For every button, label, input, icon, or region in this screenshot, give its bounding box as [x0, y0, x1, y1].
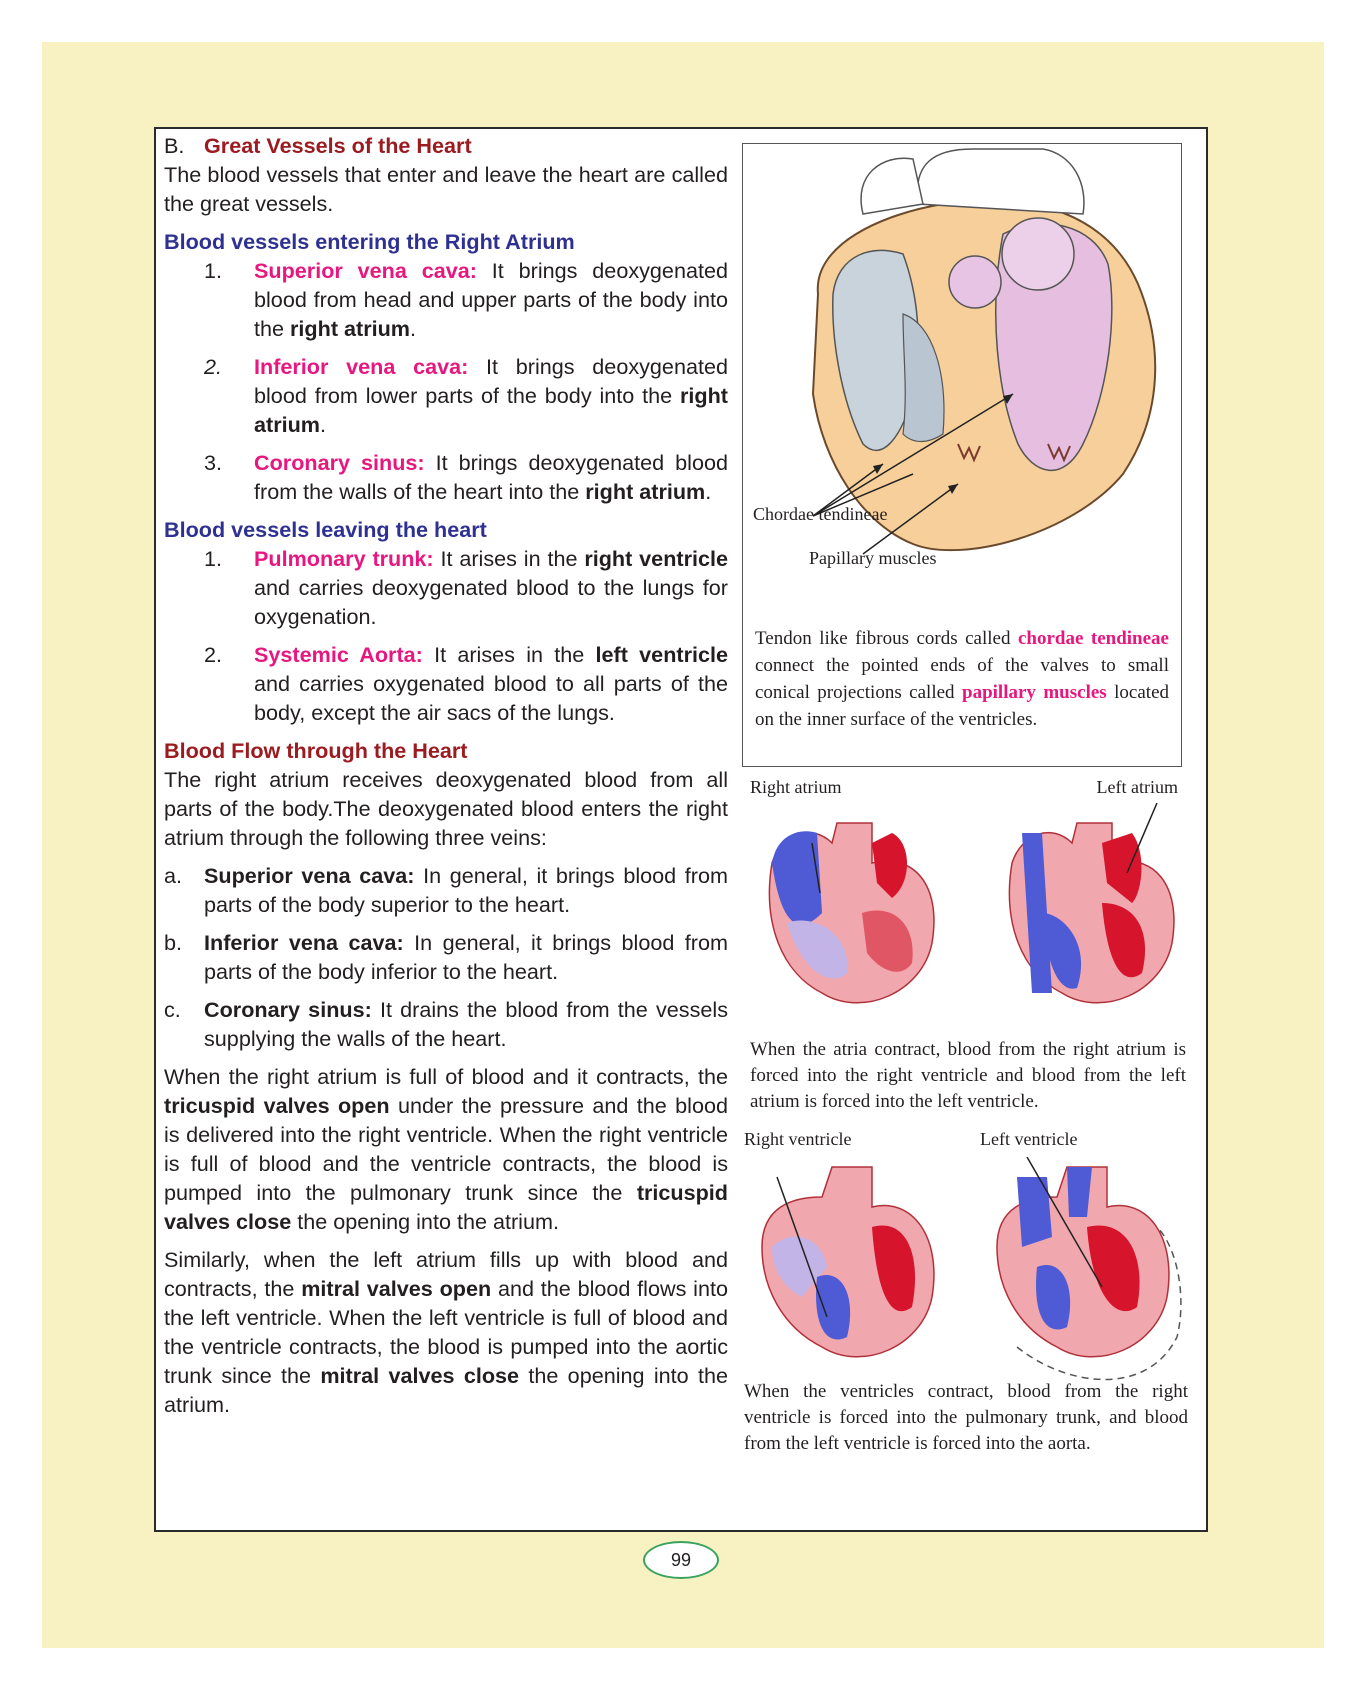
figure1-caption: Tendon like fibrous cords called chordae tendineae connect the pointed ends of the valves to small conical projections called papillary muscles located on the inner surface of the ventricles.: [755, 628, 1169, 730]
label-left-atrium: Left atrium: [1096, 777, 1178, 797]
list-item: 1. Superior vena cava: It brings deoxygenated blood from head and upper parts of the body into the right atrium.: [204, 258, 728, 341]
section-heading: B. Great Vessels of the Heart: [164, 133, 472, 158]
paragraph-mitral: Similarly, when the left atrium fills up with blood and contracts, the mitral valves open and the blood flows into the left ventricle. When the left ventricle is full of blood and the ventricle contracts, the blood is pumped into the aortic trunk since the mitral valves close the opening into the atrium.: [164, 1247, 728, 1417]
ventricles-contract-illustration: [742, 1157, 1194, 1407]
atria-contract-figure: [742, 767, 1194, 1117]
label-right-atrium: Right atrium: [750, 777, 842, 797]
label-right-ventricle: Right ventricle: [744, 1129, 852, 1149]
content-box: [154, 127, 1208, 1532]
list-item: 2. Systemic Aorta: It arises in the left ventricle and carries oxygenated blood to all parts of the body, except the air sacs of the lungs.: [204, 642, 728, 725]
list-item: 3. Coronary sinus: It brings deoxygenated blood from the walls of the heart into the right atrium.: [204, 450, 728, 504]
text-column: [164, 131, 728, 1428]
list-item: b. Inferior vena cava: In general, it brings blood from parts of the body inferior to the heart.: [164, 930, 728, 984]
label-chordae-tendineae: Chordae tendineae: [753, 504, 888, 524]
entering-heading: Blood vessels entering the Right Atrium: [164, 229, 575, 254]
label-left-ventricle: Left ventricle: [980, 1129, 1078, 1149]
heart-valves-figure: [742, 143, 1182, 767]
figure2-caption: When the atria contract, blood from the right atrium is forced into the right ventricle and blood from the left atrium is forced into the left ventricle.: [750, 1039, 1186, 1112]
figure-column: [742, 143, 1194, 1477]
list-item: 1. Pulmonary trunk: It arises in the right ventricle and carries deoxygenated blood to the lungs for oxygenation.: [204, 546, 728, 629]
ventricles-contract-figure: [742, 1117, 1194, 1477]
list-item: a. Superior vena cava: In general, it brings blood from parts of the body superior to the heart.: [164, 863, 728, 917]
list-item: 2. Inferior vena cava: It brings deoxygenated blood from lower parts of the body into the right atrium.: [204, 354, 728, 437]
leaving-heading: Blood vessels leaving the heart: [164, 517, 487, 542]
blood-flow-heading: Blood Flow through the Heart: [164, 738, 468, 763]
blood-flow-intro: The right atrium receives deoxygenated blood from all parts of the body.The deoxygenated blood enters the right atrium through the following three veins:: [164, 767, 728, 850]
page-number: 99: [643, 1541, 719, 1579]
list-item: c. Coronary sinus: It drains the blood from the vessels supplying the walls of the heart.: [164, 997, 728, 1051]
paragraph-tricuspid: When the right atrium is full of blood and it contracts, the tricuspid valves open under the pressure and the blood is delivered into the right ventricle. When the right ventricle is full of blood and the ventricle contracts, the blood is pumped into the pulmonary trunk since the tricuspid valves close the opening into the atrium.: [164, 1064, 729, 1234]
atria-contract-illustration: [742, 803, 1194, 1043]
label-papillary-muscles: Papillary muscles: [809, 548, 937, 568]
figure3-caption: When the ventricles contract, blood from the right ventricle is forced into the pulmonary trunk, and blood from the left ventricle is forced into the aorta.: [744, 1381, 1188, 1454]
section-intro: The blood vessels that enter and leave the heart are called the great vessels.: [164, 162, 728, 216]
